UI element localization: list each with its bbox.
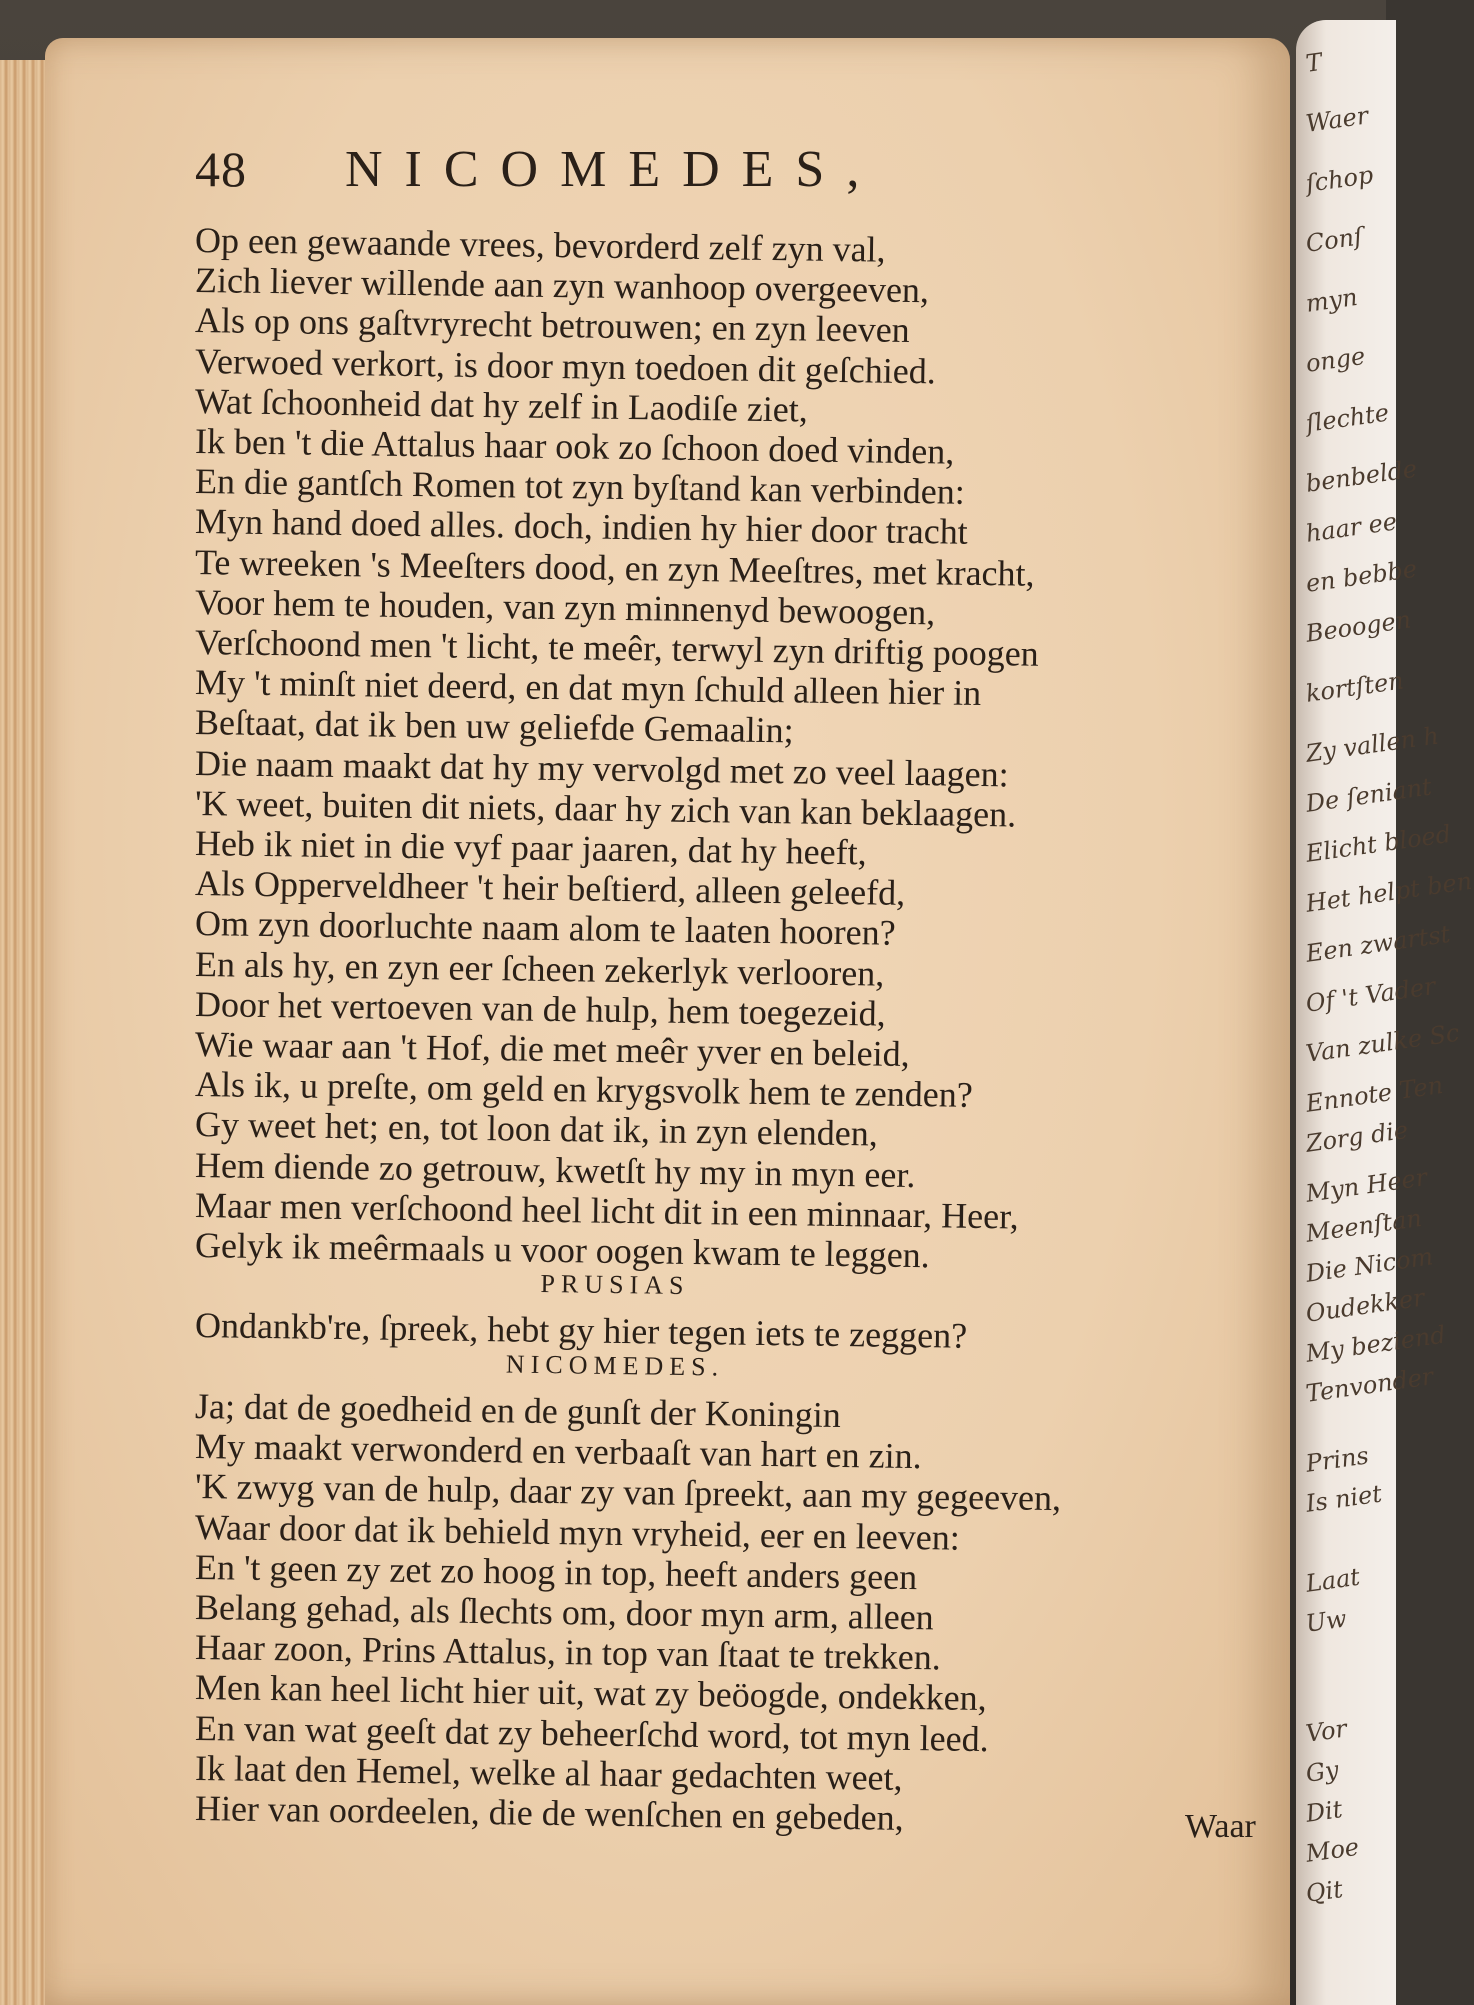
page-text	[194, 140, 1275, 1838]
catchword: Waar	[1185, 1808, 1256, 1845]
facing-page-fragment: Beoogen	[1304, 605, 1413, 648]
verse-line: My 't minſt niet deerd, en dat myn ſchuld alleen hier in	[194, 662, 982, 714]
verse-line: Maar men verſchoond heel licht dit in een minnaar, Heer,	[194, 1184, 1020, 1237]
facing-page-fragment: Gy	[1304, 1755, 1341, 1788]
facing-page-fragment: ſchop	[1304, 160, 1375, 198]
verse-line: Ik ben 't die Attalus haar ook zo ſchoon doed vinden,	[194, 421, 955, 472]
verse-line: Belang gehad, als ſlechts om, door myn arm, alleen	[194, 1586, 935, 1638]
facing-page-fragment: onge	[1304, 341, 1367, 378]
facing-page	[1296, 20, 1474, 2005]
facing-page-fragment: kortſten	[1304, 666, 1406, 708]
facing-page-fragment: Oudekker	[1304, 1283, 1427, 1328]
verse-line: Wie waar aan 't Hof, die met meêr yver en beleid,	[194, 1024, 910, 1075]
verse-block-2	[194, 1305, 1275, 1357]
verse-line: Voor hem te houden, van zyn minnenyd bewoogen,	[194, 581, 936, 633]
facing-page-fragment: Die Nicom	[1304, 1242, 1435, 1288]
verse-line: 'K zwyg van de hulp, daar zy van ſpreekt, aan my gegeeven,	[194, 1466, 1062, 1519]
facing-page-fragment: myn	[1304, 282, 1360, 318]
facing-page-fragment: Vor	[1304, 1714, 1349, 1748]
running-title: NICOMEDES,	[345, 141, 882, 198]
verse-line: Ik laat den Hemel, welke al haar gedachten weet,	[194, 1747, 903, 1798]
facing-page-fragment: Dit	[1304, 1795, 1345, 1828]
facing-page-fragment: Of 't Vader	[1304, 971, 1438, 1018]
facing-page-fragment: Myn Heer	[1304, 1163, 1429, 1208]
facing-page-fragment: Meenſtan	[1304, 1203, 1424, 1248]
facing-page-fragment: en bebbe	[1304, 554, 1419, 598]
facing-page-fragment: Een zwartst	[1304, 919, 1452, 968]
verse-line: Als op ons gaſtvryrecht betrouwen; en zyn leeven	[194, 300, 910, 351]
verse-line: Heb ik niet in die vyf paar jaaren, dat hy heeft,	[194, 823, 867, 873]
facing-page-fragment: T	[1304, 47, 1324, 78]
verse-line: Waar door dat ik behield myn vryheid, eer en leeven:	[194, 1506, 961, 1558]
facing-page-fragment: Zy vallen h	[1304, 721, 1441, 768]
facing-page-fragment: Van zulke Sc	[1304, 1018, 1462, 1068]
verse-line: Haar zoon, Prins Attalus, in top van ſtaat te trekken.	[194, 1627, 942, 1678]
verse-line: Hier van oordeelen, die de wenſchen en gebeden,	[194, 1787, 904, 1838]
speaker-nicomedes: NICOMEDES.	[505, 1349, 725, 1382]
verse-line: Wat ſchoonheid dat hy zelf in Laodiſe ziet,	[194, 380, 809, 430]
verse-line: Op een gewaande vrees, bevorderd zelf zyn val,	[194, 220, 886, 270]
facing-page-fragment: De ſeniant	[1304, 772, 1434, 818]
facing-page-fragment: Prins	[1304, 1441, 1371, 1478]
page-number: 48	[195, 141, 247, 197]
facing-page-fragment: Moe	[1304, 1832, 1361, 1868]
verse-line: Om zyn doorluchte naam alom te laaten hooren?	[194, 903, 896, 954]
speaker-prusias: PRUSIAS	[540, 1269, 690, 1301]
facing-page-fragment: Het helpt ben	[1304, 866, 1474, 918]
verse-line: Als Opperveldheer 't heir beſtierd, alleen geleefd,	[194, 863, 906, 914]
verse-line: Gy weet het; en, tot loon dat ik, in zyn elenden,	[194, 1104, 879, 1155]
verse-line: Gelyk ik meêrmaals u voor oogen kwam te leggen.	[194, 1225, 931, 1276]
verse-block-1	[194, 220, 1275, 1276]
facing-page-fragment: Ennote Ten	[1304, 1070, 1445, 1118]
facing-page-fragment: My beziend	[1304, 1320, 1448, 1368]
facing-page-fragment: Waer	[1304, 101, 1370, 138]
verse-line: En 't geen zy zet zo hoog in top, heeft anders geen	[194, 1546, 918, 1597]
facing-page-fragment: Qit	[1304, 1874, 1345, 1908]
verse-line: Zich liever willende aan zyn wanhoop overgeeven,	[194, 260, 930, 311]
facing-page-fragment: benbelde	[1304, 454, 1419, 498]
facing-page-fragment: Laat	[1304, 1562, 1362, 1598]
verse-line: Te wreeken 's Meeſters dood, en zyn Meeſtres, met kracht,	[194, 541, 1035, 594]
verse-line: Ondankb're, ſpreek, hebt gy hier tegen iets te zeggen?	[194, 1305, 968, 1357]
facing-page-fragment: Is niet	[1304, 1479, 1384, 1518]
verse-line: En van wat geeſt dat zy beheerſchd word, tot myn leed.	[194, 1707, 989, 1759]
verse-line: Beſtaat, dat ik ben uw geliefde Gemaalin;	[194, 702, 795, 751]
page-header	[195, 140, 1275, 220]
facing-page-fragment: ſlechte	[1304, 398, 1391, 438]
verse-line: Door het vertoeven van de hulp, hem toegezeid,	[194, 983, 886, 1034]
facing-page-fragment: haar ee	[1304, 507, 1399, 548]
verse-line: En als hy, en zyn eer ſcheen zekerlyk verlooren,	[194, 943, 885, 994]
verse-line: Verſchoond men 't licht, te meêr, terwyl zyn driftig poogen	[194, 622, 1040, 674]
facing-page-fragment: Tenvonder	[1304, 1362, 1436, 1408]
verse-line: Die naam maakt dat hy my vervolgd met zo veel laagen:	[194, 742, 1009, 794]
verse-line: En die gantſch Romen tot zyn byſtand kan verbinden:	[194, 461, 966, 512]
verse-line: Verwoed verkort, is door myn toedoen dit geſchied.	[194, 340, 937, 391]
verse-line: Myn hand doed alles. doch, indien hy hier door tracht	[194, 501, 969, 553]
facing-page-fragment: Elicht bloed	[1304, 819, 1453, 868]
verse-line: Als ik, u preſte, om geld en krygsvolk hem te zenden?	[194, 1064, 974, 1116]
verse-line: Hem diende zo getrouw, kwetſt hy my in myn eer.	[194, 1144, 916, 1195]
facing-page-fragment: Zorg die	[1304, 1115, 1410, 1158]
facing-page-fragment: Uw	[1304, 1604, 1349, 1638]
verse-line: Men kan heel licht hier uit, wat zy beöogde, ondekken,	[194, 1667, 987, 1719]
verse-block-3	[194, 1385, 1275, 1838]
verse-line: 'K weet, buiten dit niets, daar hy zich van kan beklaagen.	[194, 782, 1017, 835]
verse-line: Ja; dat de goedheid en de gunſt der Koningin	[194, 1385, 842, 1435]
verse-line: My maakt verwonderd en verbaaſt van hart en zin.	[194, 1426, 922, 1477]
facing-page-fragment: Conſ	[1304, 222, 1365, 258]
